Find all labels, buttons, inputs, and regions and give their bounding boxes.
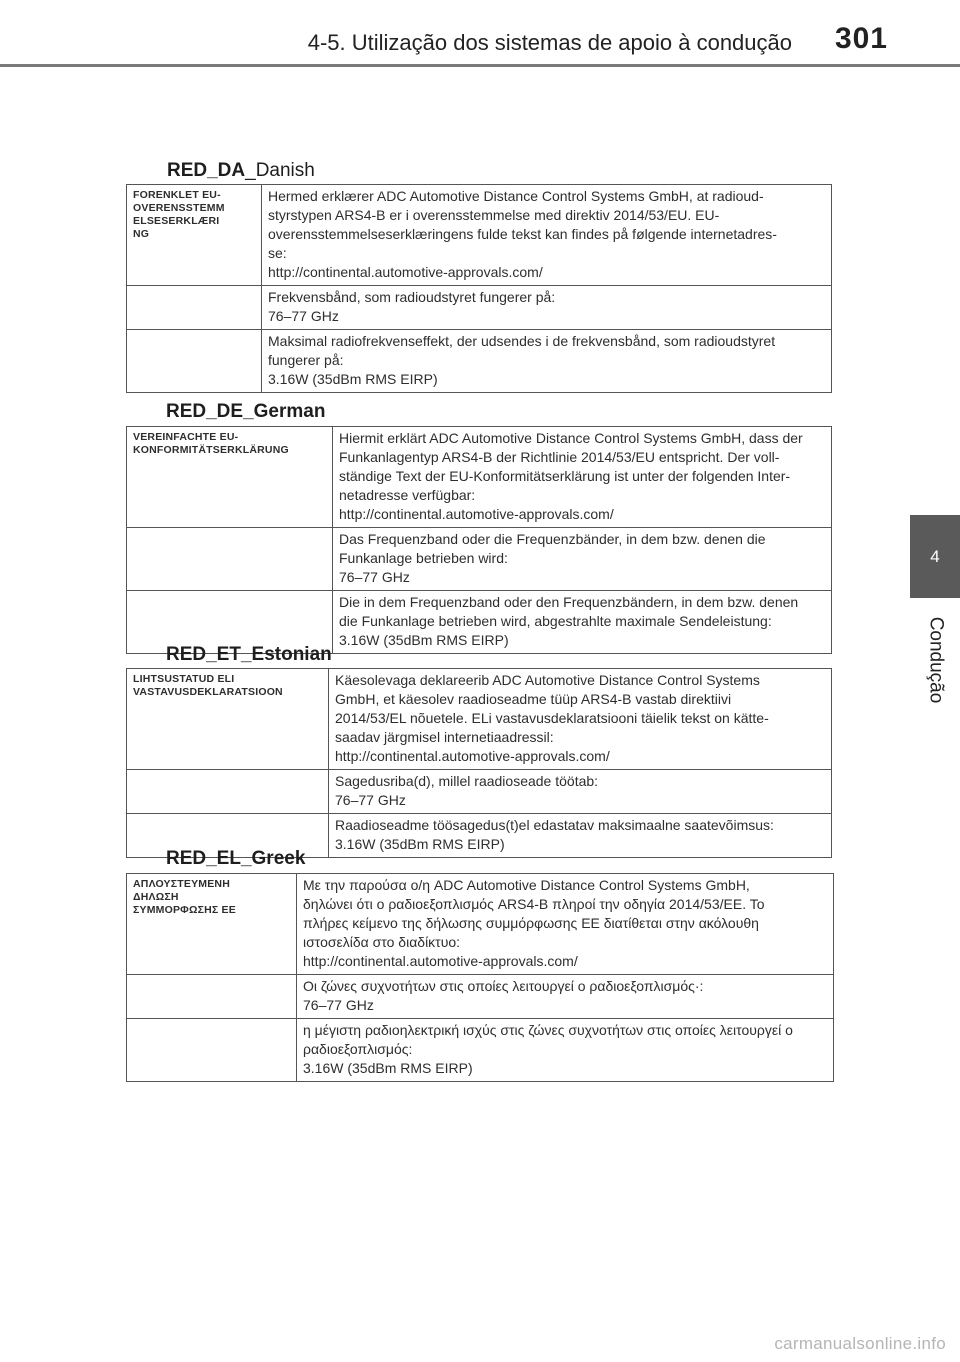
row-text-line: Maksimal radiofrekvenseffekt, der udsendes i de frekvensbånd, som radioudstyret (268, 333, 776, 349)
row-text-line: Die in dem Frequenzband oder den Frequenzbändern, in dem bzw. denen (339, 594, 799, 610)
row-text-line: fungerer på: (268, 352, 344, 368)
row-text-line: Με την παρούσα ο/η ADC Automotive Distance Control Systems GmbH, (303, 877, 750, 893)
table-row (127, 185, 832, 286)
row-text-line: die Funkanlage betrieben wird, abgestrahlte maximale Sendeleistung: (339, 613, 772, 629)
row-text-line: Sagedusriba(d), millel raadioseade töötab: (335, 773, 599, 789)
row-text-line: Hermed erklærer ADC Automotive Distance Control Systems GmbH, at radioud- (268, 188, 764, 204)
row-text-line: Das Frequenzband oder die Frequenzbänder, in dem bzw. denen die (339, 531, 766, 547)
row-label-line: LIHTSUSTATUD ELI (133, 673, 235, 685)
row-text-line: styrstypen ARS4-B er i overensstemmelse med direktiv 2014/53/EU. EU- (268, 207, 720, 223)
section-code: RED_DE_German (166, 401, 326, 422)
declaration-table-estonian (126, 668, 832, 858)
row-text-cell (329, 669, 832, 770)
row-text-cell (297, 1019, 834, 1082)
row-text-line: Käesolevaga deklareerib ADC Automotive Distance Control Systems (335, 672, 760, 688)
row-text-cell (329, 814, 832, 858)
row-text-line: 3.16W (35dBm RMS EIRP) (303, 1060, 473, 1076)
section-suffix: _Danish (245, 160, 315, 181)
row-text-line: Funkanlage betrieben wird: (339, 550, 508, 566)
section-code: RED_ET_Estonian (166, 644, 332, 665)
row-text-cell (262, 185, 832, 286)
declaration-url[interactable]: http://continental.automotive-approvals.com/ (268, 264, 543, 280)
row-label-cell (127, 185, 262, 286)
chapter-tab-label-text: Condução (925, 616, 946, 704)
row-label-line: FORENKLET EU- (133, 189, 221, 201)
row-text-cell (262, 286, 832, 330)
row-text-line: πλήρες κείμενο της δήλωσης συμμόρφωσης ΕΕ διατίθεται στην ακόλουθη (303, 915, 759, 931)
declaration-url[interactable]: http://continental.automotive-approvals.com/ (335, 748, 610, 764)
table-row (127, 1019, 834, 1082)
page-number: 301 (834, 22, 888, 55)
row-text-line: overensstemmelseserklæringens fulde tekst kan findes på følgende internetadres- (268, 226, 777, 242)
section-title-german (166, 401, 325, 423)
row-text-cell (333, 427, 832, 528)
row-text-line: δηλώνει ότι ο ραδιοεξοπλισμός ARS4-B πληροί την οδηγία 2014/53/ΕΕ. Το (303, 896, 765, 912)
row-label-cell (127, 330, 262, 393)
row-label-line: VEREINFACHTE EU- (133, 431, 239, 443)
row-text-cell (329, 770, 832, 814)
row-label-line: OVERENSSTEMM (133, 202, 225, 214)
row-text-line: Frekvensbånd, som radioudstyret fungerer på: (268, 289, 556, 305)
row-text-cell (333, 591, 832, 654)
row-label-cell (127, 669, 329, 770)
row-label-line: VASTAVUSDEKLARATSIOON (133, 686, 283, 698)
table-row (127, 770, 832, 814)
table-row (127, 975, 834, 1019)
row-text-cell (262, 330, 832, 393)
row-text-line: Funkanlagentyp ARS4-B der Richtlinie 2014/53/EU entspricht. Der voll- (339, 449, 780, 465)
row-label-line: KONFORMITÄTSERKLÄRUNG (133, 444, 289, 456)
table-row (127, 330, 832, 393)
declaration-table-greek (126, 873, 834, 1082)
declaration-table-german (126, 426, 832, 654)
section-code: RED_EL_Greek (166, 848, 306, 869)
row-label-line: NG (133, 228, 150, 240)
watermark-text: carmanualsonline.info (774, 1334, 946, 1353)
table-row (127, 427, 832, 528)
row-label-line: ΔΗΛΩΣΗ (133, 891, 179, 903)
row-text-line: η μέγιστη ραδιοηλεκτρική ισχύς στις ζώνες συχνοτήτων στις οποίες λειτουργεί ο (303, 1022, 793, 1038)
row-text-cell (297, 874, 834, 975)
row-text-line: 76–77 GHz (268, 308, 339, 324)
row-text-line: Raadioseadme töösagedus(t)el edastatav maksimaalne saatevõimsus: (335, 817, 774, 833)
table-row (127, 286, 832, 330)
row-text-line: 3.16W (35dBm RMS EIRP) (339, 632, 509, 648)
row-text-cell (333, 528, 832, 591)
row-text-line: saadav järgmisel internetiaadressil: (335, 729, 554, 745)
row-text-line: 3.16W (35dBm RMS EIRP) (335, 836, 505, 852)
row-label-line: ΣΥΜΜΟΡΦΩΣΗΣ ΕΕ (133, 904, 236, 916)
row-text-line: ständige Text der EU-Konformitätserklärung ist unter der folgenden Inter- (339, 468, 791, 484)
row-text-line: ιστοσελίδα στο διαδίκτυο: (303, 934, 461, 950)
row-text-line: 2014/53/EL nõuetele. ELi vastavusdeklaratsiooni täielik tekst on kätte- (335, 710, 769, 726)
row-text-line: 3.16W (35dBm RMS EIRP) (268, 371, 438, 387)
declaration-url[interactable]: http://continental.automotive-approvals.com/ (303, 953, 578, 969)
chapter-tab[interactable] (910, 515, 960, 598)
row-text-line: ραδιοεξοπλισμός: (303, 1041, 413, 1057)
row-label-cell (127, 427, 333, 528)
row-label-cell (127, 975, 297, 1019)
row-label-cell (127, 1019, 297, 1082)
row-label-cell (127, 528, 333, 591)
row-label-cell (127, 286, 262, 330)
chapter-title: 4-5. Utilização dos sistemas de apoio à condução (307, 30, 792, 55)
section-title-danish (167, 160, 315, 182)
section-title-greek (166, 848, 305, 870)
row-text-line: netadresse verfügbar: (339, 487, 476, 503)
row-label-line: ELSESERKLÆRI (133, 215, 220, 227)
row-text-cell (297, 975, 834, 1019)
table-row (127, 669, 832, 770)
row-label-line: ΑΠΛΟΥΣΤΕΥΜΕΝΗ (133, 878, 231, 890)
row-text-line: se: (268, 245, 287, 261)
row-text-line: GmbH, et käesolev raadioseadme tüüp ARS4-B vastab direktiivi (335, 691, 732, 707)
row-text-line: 76–77 GHz (335, 792, 406, 808)
page-header (0, 0, 960, 67)
declaration-url[interactable]: http://continental.automotive-approvals.com/ (339, 506, 614, 522)
section-code: RED_DA (167, 160, 246, 181)
row-text-line: Hiermit erklärt ADC Automotive Distance Control Systems GmbH, dass der (339, 430, 803, 446)
row-text-line: 76–77 GHz (303, 997, 374, 1013)
row-text-line: 76–77 GHz (339, 569, 410, 585)
declaration-table-danish (126, 184, 832, 393)
chapter-tab-number: 4 (930, 546, 940, 566)
row-text-line: Οι ζώνες συχνοτήτων στις οποίες λειτουργεί ο ραδιοεξοπλισμός·: (303, 978, 704, 994)
section-title-estonian (166, 644, 332, 666)
row-label-cell (127, 874, 297, 975)
row-label-cell (127, 770, 329, 814)
chapter-tab-label (916, 605, 954, 715)
table-row (127, 874, 834, 975)
table-row (127, 528, 832, 591)
